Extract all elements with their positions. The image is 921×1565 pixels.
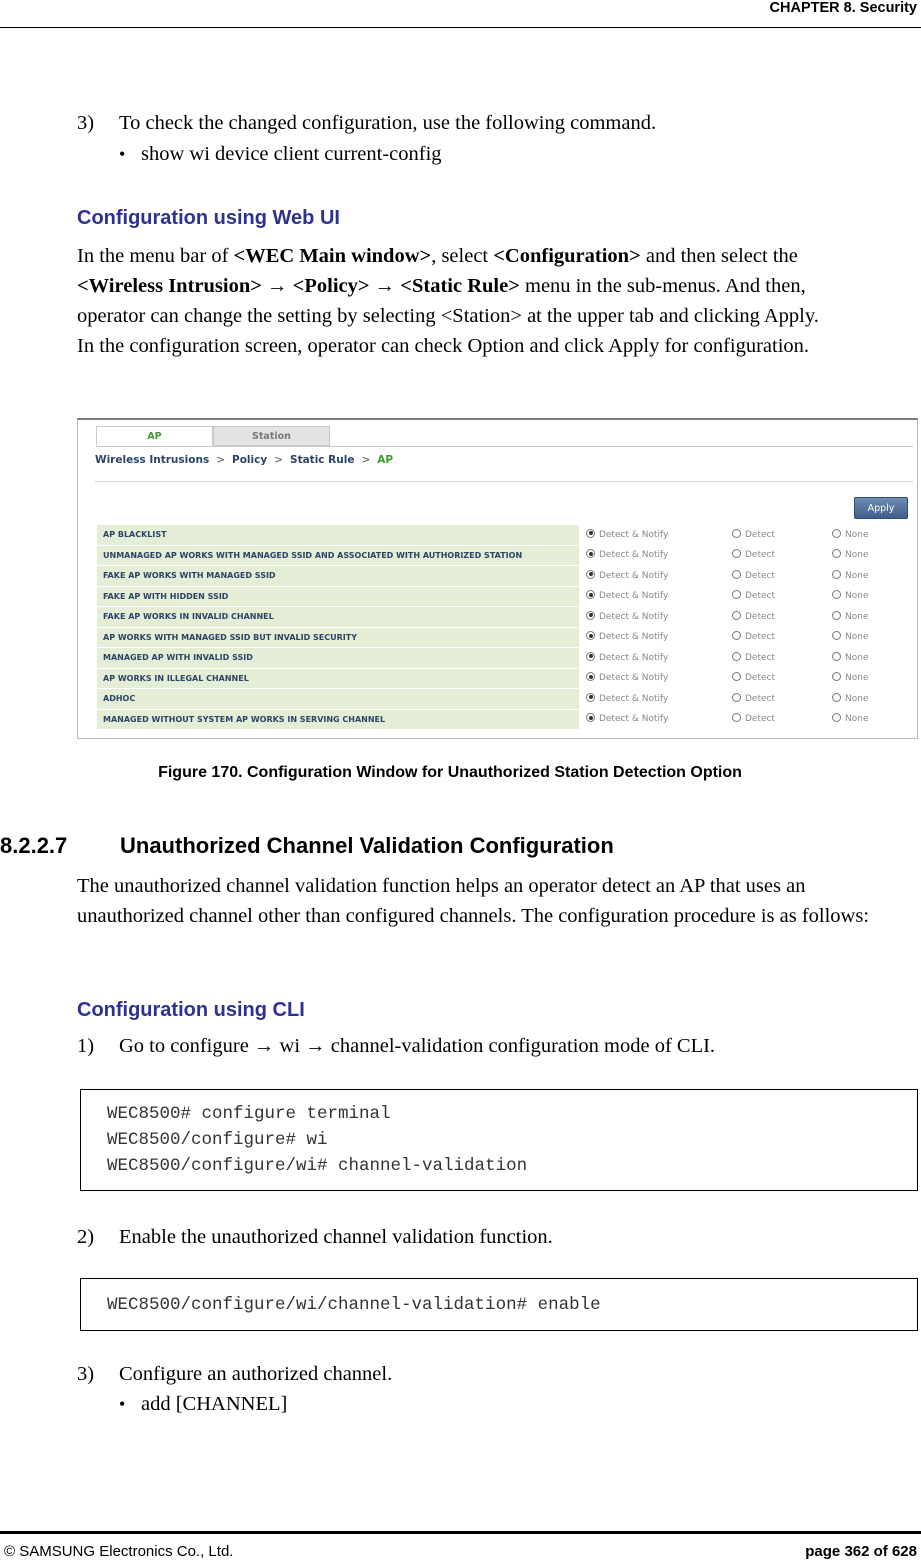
breadcrumb-divider xyxy=(95,481,913,482)
radio-button-icon[interactable] xyxy=(832,590,841,599)
radio-button-icon[interactable] xyxy=(732,549,741,558)
tab-divider xyxy=(96,446,913,447)
radio-button-icon[interactable] xyxy=(832,549,841,558)
policy-option[interactable] xyxy=(580,668,726,689)
radio-button-icon[interactable] xyxy=(832,672,841,681)
radio-button-icon[interactable] xyxy=(832,652,841,661)
policy-row xyxy=(97,648,910,669)
cli-heading: Configuration using CLI xyxy=(77,999,305,1021)
policy-option[interactable] xyxy=(726,689,826,710)
breadcrumb-current: AP xyxy=(377,454,394,466)
policy-option[interactable] xyxy=(726,566,826,587)
radio-button-icon[interactable] xyxy=(732,672,741,681)
code-block xyxy=(80,1089,918,1191)
radio-button-icon[interactable] xyxy=(832,570,841,579)
policy-label: AP WORKS WITH MANAGED SSID BUT INVALID SECURITY xyxy=(97,627,580,648)
step-number: 1) xyxy=(77,1035,95,1057)
policy-option[interactable] xyxy=(726,586,826,607)
bullet-text: add [CHANNEL] xyxy=(141,1393,288,1415)
step-text: Configure an authorized channel. xyxy=(119,1363,393,1385)
arrow-icon: → xyxy=(253,1035,275,1057)
policy-option[interactable] xyxy=(726,668,826,689)
option-label: Detect xyxy=(745,693,776,704)
policy-label: MANAGED AP WITH INVALID SSID xyxy=(97,648,580,669)
step-number: 3) xyxy=(77,1363,95,1385)
radio-button-icon[interactable] xyxy=(586,611,595,620)
option-label: Detect xyxy=(745,570,776,581)
radio-button-icon[interactable] xyxy=(732,713,741,722)
policy-row xyxy=(97,586,910,607)
policy-row xyxy=(97,525,910,546)
option-label: Detect xyxy=(745,529,776,540)
policy-label: FAKE AP WITH HIDDEN SSID xyxy=(97,586,580,607)
option-label: None xyxy=(845,673,869,684)
policy-label: FAKE AP WORKS IN INVALID CHANNEL xyxy=(97,607,580,628)
breadcrumb-separator: > xyxy=(274,454,284,466)
radio-button-icon[interactable] xyxy=(832,693,841,702)
policy-option[interactable] xyxy=(826,607,910,628)
option-label: None xyxy=(845,570,869,581)
bullet-icon: • xyxy=(119,144,126,164)
policy-row xyxy=(97,709,910,730)
radio-button-icon[interactable] xyxy=(586,713,595,722)
radio-button-icon[interactable] xyxy=(732,590,741,599)
step-text: To check the changed configuration, use the following command. xyxy=(119,112,657,134)
chapter-header: CHAPTER 8. Security xyxy=(769,0,917,16)
option-label: Detect xyxy=(745,550,776,561)
policy-option[interactable] xyxy=(826,586,910,607)
code-line: WEC8500/configure/wi/channel-validation# enable xyxy=(107,1295,601,1315)
option-label: Detect & Notify xyxy=(599,591,669,602)
policy-option[interactable] xyxy=(726,607,826,628)
step-number: 3) xyxy=(77,112,95,134)
section-paragraph: The unauthorized channel validation function helps an operator detect an AP that uses an unauthorized channel other than configured channels. The configuration procedure is as follows: xyxy=(77,875,870,927)
code-line: WEC8500/configure/wi# channel-validation xyxy=(107,1156,528,1176)
policy-option[interactable] xyxy=(580,709,726,730)
option-label: None xyxy=(845,714,869,725)
radio-button-icon[interactable] xyxy=(586,529,595,538)
radio-button-icon[interactable] xyxy=(832,713,841,722)
step-number: 2) xyxy=(77,1226,95,1248)
option-label: Detect xyxy=(745,673,776,684)
step-text: Enable the unauthorized channel validation function. xyxy=(119,1226,553,1248)
option-label: None xyxy=(845,652,869,663)
arrow-icon: → xyxy=(305,1035,326,1057)
policy-label: AP WORKS IN ILLEGAL CHANNEL xyxy=(97,668,580,689)
webui-line-2: <Wireless Intrusion> → <Policy> → <Static Rule> menu in the sub-menus. And then, xyxy=(77,275,806,297)
option-label: None xyxy=(845,529,869,540)
policy-row xyxy=(97,545,910,566)
radio-button-icon[interactable] xyxy=(732,529,741,538)
code-line: WEC8500/configure# wi xyxy=(107,1130,328,1150)
code-line: WEC8500# configure terminal xyxy=(107,1104,391,1124)
radio-button-icon[interactable] xyxy=(832,631,841,640)
arrow-icon: → xyxy=(374,275,396,297)
option-label: Detect xyxy=(745,611,776,622)
radio-button-icon[interactable] xyxy=(732,611,741,620)
policy-option[interactable] xyxy=(580,586,726,607)
breadcrumb-item[interactable]: Policy xyxy=(232,454,268,466)
policy-row xyxy=(97,607,910,628)
policy-option[interactable] xyxy=(580,689,726,710)
option-label: Detect xyxy=(745,591,776,602)
radio-button-icon[interactable] xyxy=(732,631,741,640)
breadcrumb-separator: > xyxy=(361,454,371,466)
footer-page-number: page 362 of 628 xyxy=(805,1543,917,1560)
policy-table xyxy=(96,524,910,730)
policy-option[interactable] xyxy=(726,648,826,669)
code-block xyxy=(80,1278,918,1331)
policy-option[interactable] xyxy=(826,709,910,730)
option-label: None xyxy=(845,591,869,602)
radio-button-icon[interactable] xyxy=(732,570,741,579)
breadcrumb-separator: > xyxy=(216,454,226,466)
bullet-text: show wi device client current-config xyxy=(141,143,442,165)
breadcrumb-item[interactable]: Static Rule xyxy=(290,454,355,466)
policy-label: UNMANAGED AP WORKS WITH MANAGED SSID AND ASSOCIATED WITH AUTHORIZED STATION xyxy=(97,545,580,566)
option-label: Detect & Notify xyxy=(599,632,669,643)
policy-row xyxy=(97,689,910,710)
radio-button-icon[interactable] xyxy=(586,631,595,640)
radio-button-icon[interactable] xyxy=(586,570,595,579)
apply-button[interactable]: Apply xyxy=(854,497,908,519)
radio-button-icon[interactable] xyxy=(586,590,595,599)
section-title: Unauthorized Channel Validation Configuration xyxy=(120,833,614,858)
webui-line-3: operator can change the setting by selecting <Station> at the upper tab and clicking Apply. xyxy=(77,305,819,327)
policy-option[interactable] xyxy=(580,566,726,587)
radio-button-icon[interactable] xyxy=(732,652,741,661)
option-label: Detect xyxy=(745,714,776,725)
policy-option[interactable] xyxy=(580,627,726,648)
header-divider xyxy=(0,27,921,28)
policy-option[interactable] xyxy=(826,689,910,710)
webui-line-1: In the menu bar of <WEC Main window>, select <Configuration> and then select the xyxy=(77,245,798,267)
breadcrumb xyxy=(95,454,393,466)
option-label: Detect & Notify xyxy=(599,570,669,581)
option-label: None xyxy=(845,611,869,622)
policy-option[interactable] xyxy=(580,648,726,669)
policy-option[interactable] xyxy=(726,545,826,566)
policy-option[interactable] xyxy=(580,607,726,628)
step-text: Go to configure → wi → channel-validation configuration mode of CLI. xyxy=(119,1035,716,1057)
policy-label: MANAGED WITHOUT SYSTEM AP WORKS IN SERVING CHANNEL xyxy=(97,709,580,730)
option-label: Detect & Notify xyxy=(599,652,669,663)
policy-option[interactable] xyxy=(826,545,910,566)
policy-label: ADHOC xyxy=(97,689,580,710)
policy-row xyxy=(97,566,910,587)
option-label: Detect xyxy=(745,652,776,663)
policy-row xyxy=(97,668,910,689)
option-label: Detect & Notify xyxy=(599,550,669,561)
radio-button-icon[interactable] xyxy=(832,611,841,620)
policy-option[interactable] xyxy=(826,648,910,669)
arrow-icon: → xyxy=(267,275,288,297)
policy-option[interactable] xyxy=(726,709,826,730)
webui-line-4: In the configuration screen, operator can check Option and click Apply for configuration. xyxy=(77,335,810,357)
breadcrumb-item[interactable]: Wireless Intrusions xyxy=(95,454,210,466)
policy-option[interactable] xyxy=(826,668,910,689)
config-screenshot xyxy=(77,418,918,739)
policy-option[interactable] xyxy=(826,525,910,546)
policy-row xyxy=(97,627,910,648)
bullet-icon: • xyxy=(119,1394,126,1414)
policy-option[interactable] xyxy=(826,627,910,648)
radio-button-icon[interactable] xyxy=(586,672,595,681)
footer-divider xyxy=(0,1531,921,1534)
webui-heading: Configuration using Web UI xyxy=(77,207,340,229)
policy-option[interactable] xyxy=(580,545,726,566)
option-label: Detect & Notify xyxy=(599,611,669,622)
option-label: Detect & Notify xyxy=(599,693,669,704)
figure-caption: Figure 170. Configuration Window for Unauthorized Station Detection Option xyxy=(158,764,742,781)
footer-copyright: © SAMSUNG Electronics Co., Ltd. xyxy=(4,1543,234,1560)
radio-button-icon[interactable] xyxy=(732,693,741,702)
policy-label: FAKE AP WORKS WITH MANAGED SSID xyxy=(97,566,580,587)
option-label: Detect & Notify xyxy=(599,714,669,725)
option-label: None xyxy=(845,632,869,643)
option-label: Detect & Notify xyxy=(599,529,669,540)
tab-bar xyxy=(96,426,330,446)
policy-label: AP BLACKLIST xyxy=(97,525,580,546)
policy-option[interactable] xyxy=(726,627,826,648)
policy-option[interactable] xyxy=(826,566,910,587)
option-label: Detect & Notify xyxy=(599,673,669,684)
policy-option[interactable] xyxy=(726,525,826,546)
tab-station[interactable]: Station xyxy=(213,426,330,446)
option-label: Detect xyxy=(745,632,776,643)
tab-ap[interactable]: AP xyxy=(96,426,213,446)
section-number: 8.2.2.7 xyxy=(0,833,68,858)
policy-option[interactable] xyxy=(580,525,726,546)
radio-button-icon[interactable] xyxy=(586,652,595,661)
option-label: None xyxy=(845,693,869,704)
radio-button-icon[interactable] xyxy=(832,529,841,538)
radio-button-icon[interactable] xyxy=(586,549,595,558)
radio-button-icon[interactable] xyxy=(586,693,595,702)
option-label: None xyxy=(845,550,869,561)
